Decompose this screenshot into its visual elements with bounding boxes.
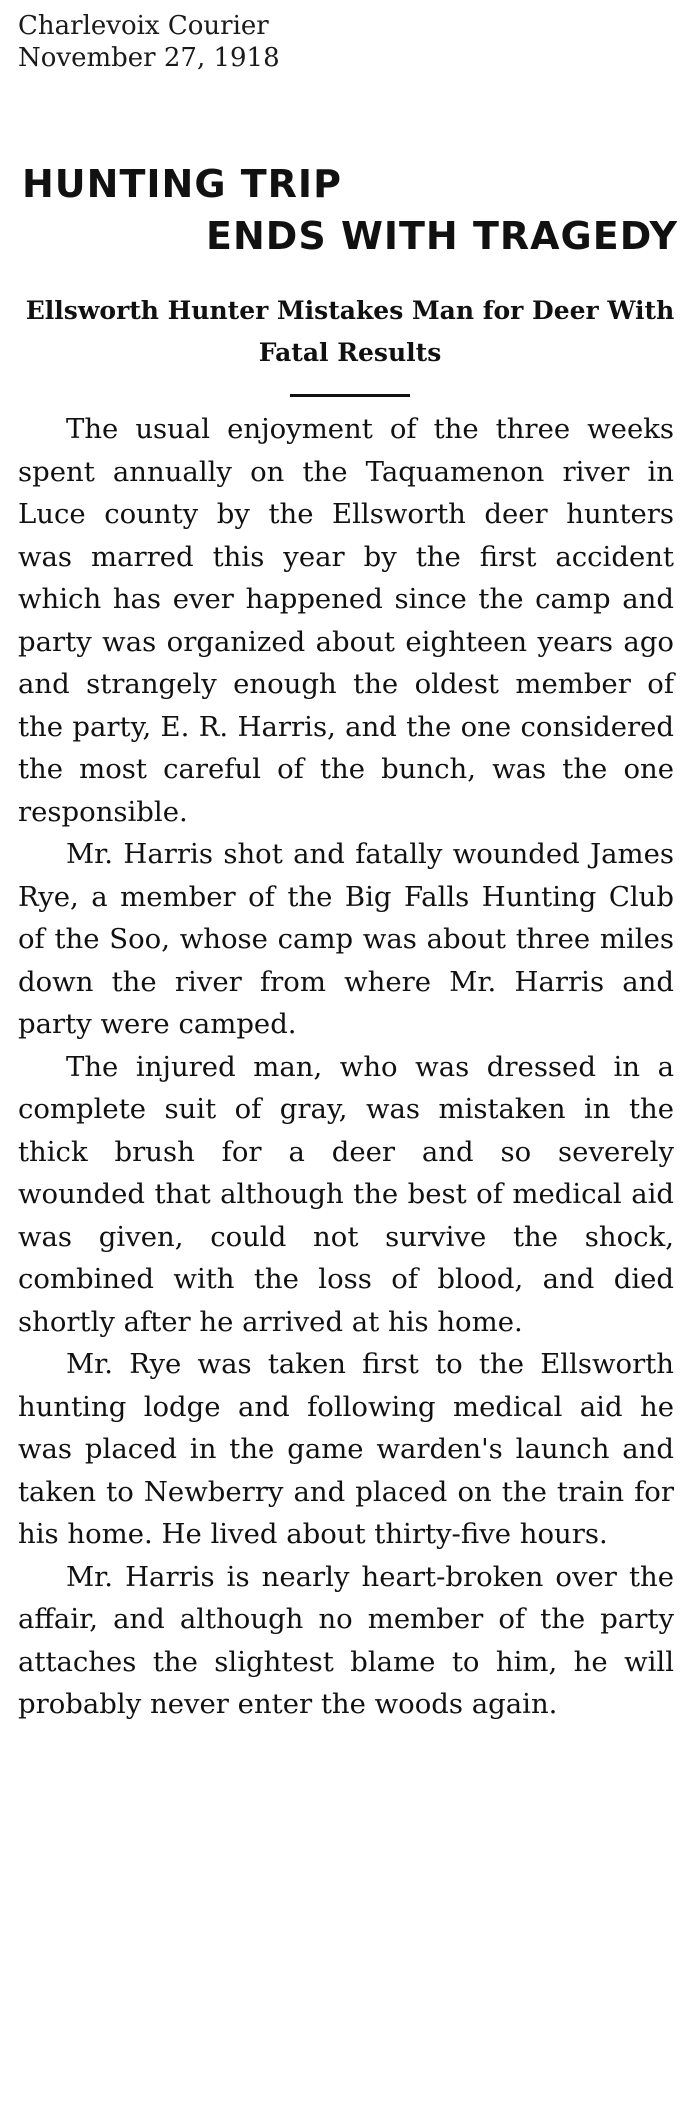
headline-line-1: HUNTING TRIP — [22, 162, 342, 206]
article-paragraph: The usual enjoyment of the three weeks spent annually on the Taquamenon river in Luce county by the Ellsworth deer hunters was marred this year by the first accident which has ever happened since the camp and party was organized about eighteen years ago and strangely enough the oldest member of the party, E. R. Harris, and the one considered the most careful of the bunch, was the one responsible. — [18, 413, 674, 828]
publication-date: November 27, 1918 — [18, 43, 280, 73]
article-paragraph: Mr. Harris is nearly heart-broken over the affair, and although no member of the party attaches the slightest blame to him, he will probably never enter the woods again. — [18, 1560, 674, 1720]
article-paragraph: Mr. Rye was taken first to the Ellsworth hunting lodge and following medical aid he was placed in the game warden's launch and taken to Newberry and placed on the train for his home. He lived about thirty-five hours. — [18, 1348, 674, 1550]
divider-rule — [290, 394, 410, 397]
source-citation — [18, 10, 280, 74]
publication-name: Charlevoix Courier — [18, 11, 269, 41]
article-paragraph: The injured man, who was dressed in a complete suit of gray, was mistaken in the thick brush for a deer and so severely wounded that although the best of medical aid was given, could not survive the shock, combined with the loss of blood, and died shortly after he arrived at his home. — [18, 1050, 674, 1338]
headline — [22, 158, 678, 262]
article-body — [18, 408, 674, 1726]
article-paragraph: Mr. Harris shot and fatally wounded James Rye, a member of the Big Falls Hunting Club of the Soo, whose camp was about three miles down the river from where Mr. Harris and party were camped. — [18, 838, 674, 1040]
headline-line-2: ENDS WITH TRAGEDY — [206, 214, 678, 258]
subheadline: Ellsworth Hunter Mistakes Man for Deer With Fatal Results — [25, 296, 675, 367]
